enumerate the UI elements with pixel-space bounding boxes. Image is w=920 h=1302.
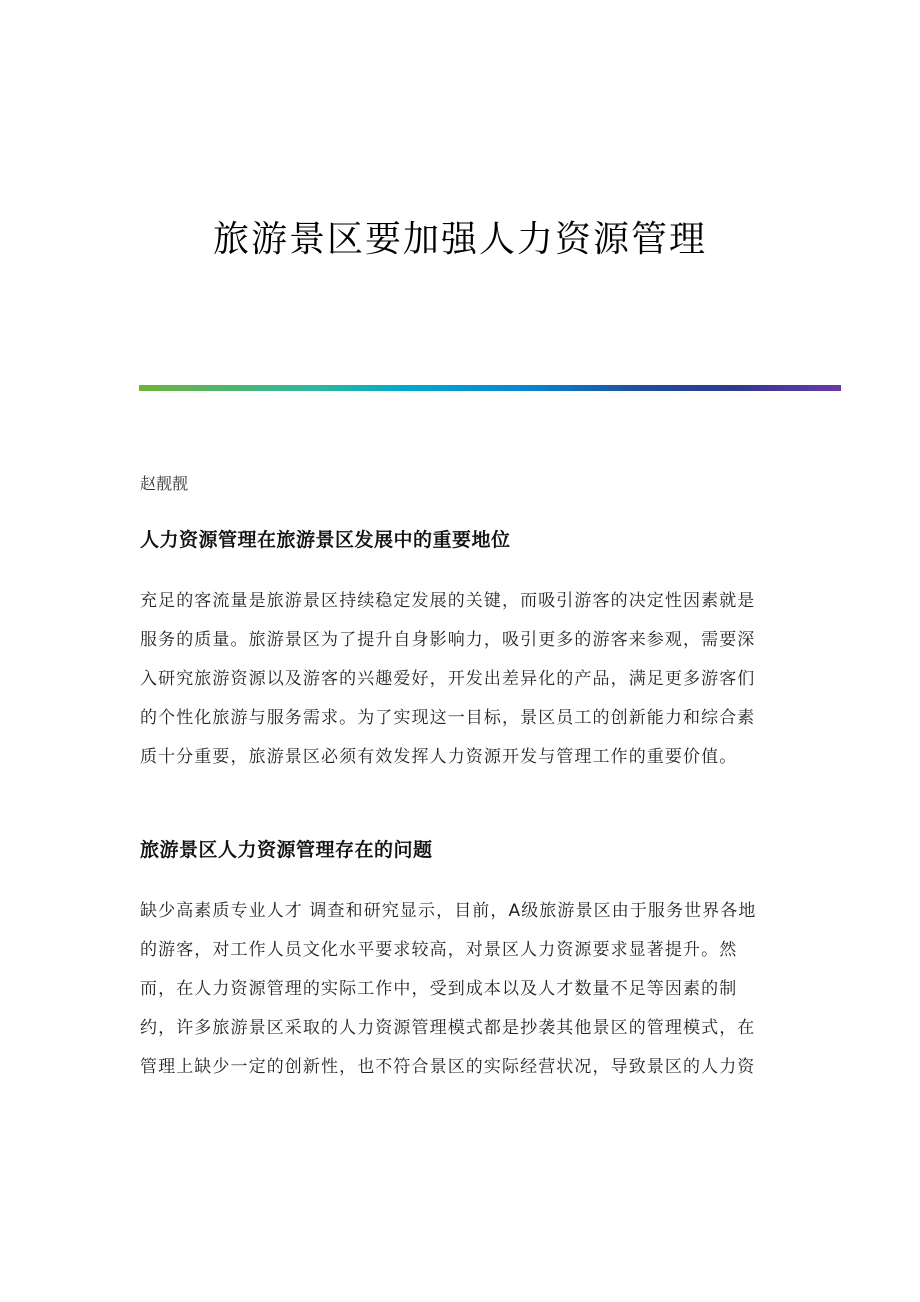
- author-name: 赵靓靓: [140, 474, 189, 493]
- paragraph-line: 而，在人力资源管理的实际工作中，受到成本以及人才数量不足等因素的制: [140, 979, 738, 999]
- paragraph-line: 约，许多旅游景区采取的人力资源管理模式都是抄袭其他景区的管理模式，在: [140, 1018, 756, 1038]
- paragraph-line: 质十分重要，旅游景区必须有效发挥人力资源开发与管理工作的重要价值。: [140, 747, 738, 767]
- paragraph-line: 管理上缺少一定的创新性，也不符合景区的实际经营状况，导致景区的人力资: [140, 1057, 756, 1077]
- paragraph-line: 服务的质量。旅游景区为了提升自身影响力，吸引更多的游客来参观，需要深: [140, 630, 756, 650]
- paragraph-line: 的游客，对工作人员文化水平要求较高，对景区人力资源要求显著提升。然: [140, 940, 738, 960]
- paragraph-line: 充足的客流量是旅游景区持续稳定发展的关键，而吸引游客的决定性因素就是: [140, 591, 756, 611]
- document-title: 旅游景区要加强人力资源管理: [212, 219, 707, 260]
- section-heading-problems: 旅游景区人力资源管理存在的问题: [140, 839, 433, 861]
- paragraph-line: 缺少高素质专业人才 调查和研究显示，目前，A级旅游景区由于服务世界各地: [140, 901, 757, 921]
- paragraph-line: 的个性化旅游与服务需求。为了实现这一目标，景区员工的创新能力和综合素: [140, 708, 756, 728]
- paragraph-line: 入研究旅游资源以及游客的兴趣爱好，开发出差异化的产品，满足更多游客们: [140, 669, 756, 689]
- section-paragraph-importance: [140, 582, 780, 777]
- title-divider-gradient-bar: [139, 385, 841, 391]
- section-heading-importance: 人力资源管理在旅游景区发展中的重要地位: [140, 529, 511, 551]
- section-paragraph-problems: [140, 892, 780, 1087]
